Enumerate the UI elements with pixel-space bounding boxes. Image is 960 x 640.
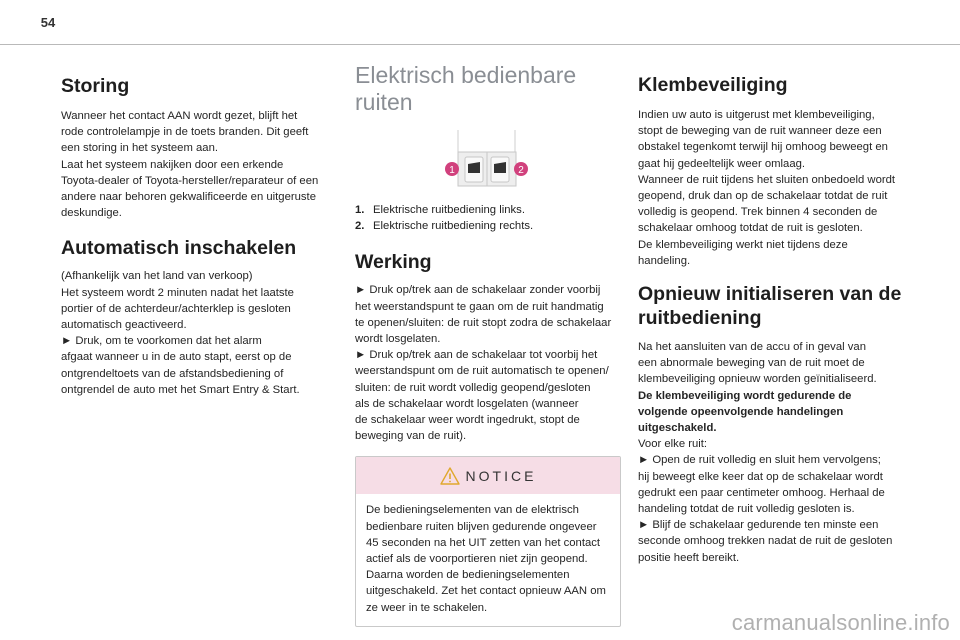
- text-line: deskundige.: [61, 207, 122, 220]
- bold-line: De klembeveiliging wordt gedurende de: [638, 389, 852, 402]
- text-line: (Afhankelijk van het land van verkoop): [61, 270, 253, 283]
- text-line: seconde omhoog trekken nadat de ruit de gesloten: [638, 535, 893, 548]
- text-line: ze weer in te schakelen.: [366, 601, 488, 614]
- title-line: ruitbediening: [638, 307, 762, 330]
- text-line: ontgrendeltoets van de afstandsbediening of: [61, 367, 284, 380]
- text-line: handeling.: [638, 254, 691, 267]
- text-line: sluiten: de ruit wordt volledig geopend/gesloten: [355, 381, 591, 394]
- list-number: 2.: [355, 220, 365, 233]
- right-window-button-icon: [491, 157, 509, 182]
- text-line: gaat hij gedeeltelijk weer omlaag.: [638, 157, 806, 170]
- text-line: een abnormale beweging van de ruit moet de: [638, 357, 865, 370]
- text-line: de schakelaar weer wordt ingedrukt, stopt de: [355, 414, 580, 427]
- text-line: ► Blijf de schakelaar gedurende ten minste een: [638, 519, 879, 532]
- text-line: Wanneer de ruit tijdens het sluiten onbedoeld wordt: [638, 173, 896, 186]
- list-text: Elektrische ruitbediening links.: [373, 204, 525, 216]
- text-line: klembeveiliging opnieuw worden geïnitialiseerd.: [638, 373, 877, 386]
- column-1: [61, 62, 337, 398]
- numbered-list: [355, 202, 621, 234]
- text-line: ontgrendel de auto met het Smart Entry & Start.: [61, 383, 300, 396]
- text-line: De bedieningselementen van de elektrisch: [366, 504, 579, 517]
- text-line: portier of de achterdeur/achterklep is gesloten: [61, 302, 291, 315]
- text-line: rode controlelampje in de toets branden. Dit geeft: [61, 126, 309, 139]
- section-title: [355, 62, 621, 116]
- text-line: weerstandspunt om de ruit automatisch te openen/: [355, 365, 609, 378]
- text-line: beweging van de ruit).: [355, 430, 467, 443]
- text-line: handeling totdat de ruit volledig gesloten is.: [638, 503, 855, 516]
- notice-title: NOTICE: [465, 467, 537, 484]
- text-line: automatisch geactiveerd.: [61, 319, 187, 332]
- window-switch-figure: [355, 126, 621, 192]
- init-heading: [638, 282, 910, 330]
- werking-text: [355, 282, 621, 444]
- storing-text: [61, 108, 337, 221]
- text-line: ► Druk, om te voorkomen dat het alarm: [61, 335, 262, 348]
- text-line: het weerstandspunt te gaan om de ruit handmatig: [355, 300, 604, 313]
- text-line: Laat het systeem nakijken door een erkende: [61, 158, 284, 171]
- text-line: stopt de beweging van de ruit wanneer deze een: [638, 125, 882, 138]
- text-line: 45 seconden na het UIT zetten van het contact: [366, 536, 601, 549]
- text-line: uitgeschakeld. Zet het contact opnieuw AAN om: [366, 585, 606, 598]
- title-line: Elektrisch bedienbare: [355, 62, 577, 88]
- text-line: ► Open de ruit volledig en sluit hem vervolgens;: [638, 454, 881, 467]
- text-line: als de schakelaar wordt losgelaten (wanneer: [355, 397, 579, 410]
- text-line: Voor elke ruit:: [638, 438, 708, 451]
- column-2: [355, 62, 621, 627]
- text-line: ► Druk op/trek aan de schakelaar zonder voorbij: [355, 284, 601, 297]
- text-line: hij beweegt elke keer dat op de schakelaar wordt: [638, 470, 883, 483]
- text-line: ► Druk op/trek aan de schakelaar tot voorbij het: [355, 349, 598, 362]
- text-line: De klembeveiliging werkt niet tijdens deze: [638, 238, 848, 251]
- text-line: actief als de voorportieren niet zijn geopend.: [366, 553, 588, 566]
- klem-heading: Klembeveiliging: [638, 74, 788, 96]
- list-item: [355, 202, 621, 218]
- klem-text: [638, 107, 910, 269]
- page-number: 54: [40, 14, 56, 30]
- title-line: ruiten: [355, 89, 413, 115]
- text-line: schakelaar omhoog totdat de ruit is gesloten.: [638, 222, 863, 235]
- storing-heading: Storing: [61, 75, 130, 97]
- text-line: Daarna worden de bedieningselementen: [366, 569, 570, 582]
- text-line: te openen/sluiten: de ruit stopt zodra de schakelaar: [355, 316, 612, 329]
- callout-1-label: 1: [449, 165, 455, 176]
- auto-text: [61, 268, 337, 398]
- notice-box: [355, 456, 621, 626]
- bold-line: volgende opeenvolgende handelingen: [638, 405, 844, 418]
- header-rule: [0, 44, 960, 45]
- title-line: Opnieuw initialiseren van de: [638, 283, 902, 306]
- notice-body: [356, 494, 620, 625]
- text-line: andere naar behoren gekwalificeerde en uitgeruste: [61, 191, 316, 204]
- callout-2-label: 2: [518, 165, 524, 176]
- text-line: een storing in het systeem aan.: [61, 142, 218, 155]
- bold-line: uitgeschakeld.: [638, 422, 717, 435]
- text-line: bedienbare ruiten blijven gedurende ongeveer: [366, 520, 597, 533]
- list-text: Elektrische ruitbediening rechts.: [373, 220, 534, 233]
- list-item: [355, 218, 621, 234]
- column-3: [638, 62, 910, 566]
- werking-heading: Werking: [355, 251, 432, 274]
- text-line: Indien uw auto is uitgerust met klembeveiliging,: [638, 109, 875, 121]
- text-line: wordt losgelaten.: [355, 333, 441, 346]
- text-line: Wanneer het contact AAN wordt gezet, blijft het: [61, 110, 298, 122]
- text-line: geopend, druk dan op de schakelaar totdat de ruit: [638, 190, 888, 203]
- window-switch-icon: [355, 126, 621, 192]
- text-line: Na het aansluiten van de accu of in geval van: [638, 341, 866, 354]
- text-line: positie heeft bereikt.: [638, 551, 740, 564]
- left-window-button-icon: [465, 157, 483, 182]
- watermark: carmanualsonline.info: [731, 610, 950, 635]
- text-line: afgaat wanneer u in de auto stapt, eerst op de: [61, 351, 292, 364]
- warning-icon: [440, 467, 460, 485]
- text-line: Toyota-dealer of Toyota-hersteller/reparateur of een: [61, 174, 319, 187]
- text-line: gedrukt een paar centimeter omhoog. Herhaal de: [638, 486, 885, 499]
- auto-heading: Automatisch inschakelen: [61, 237, 297, 260]
- text-line: obstakel tegenkomt terwijl hij omhoog beweegt en: [638, 141, 888, 154]
- list-number: 1.: [355, 204, 365, 216]
- text-line: Het systeem wordt 2 minuten nadat het laatste: [61, 286, 294, 299]
- init-text: [638, 339, 910, 566]
- notice-header: [356, 457, 620, 494]
- text-line: volledig is geopend. Trek binnen 4 seconden de: [638, 206, 878, 219]
